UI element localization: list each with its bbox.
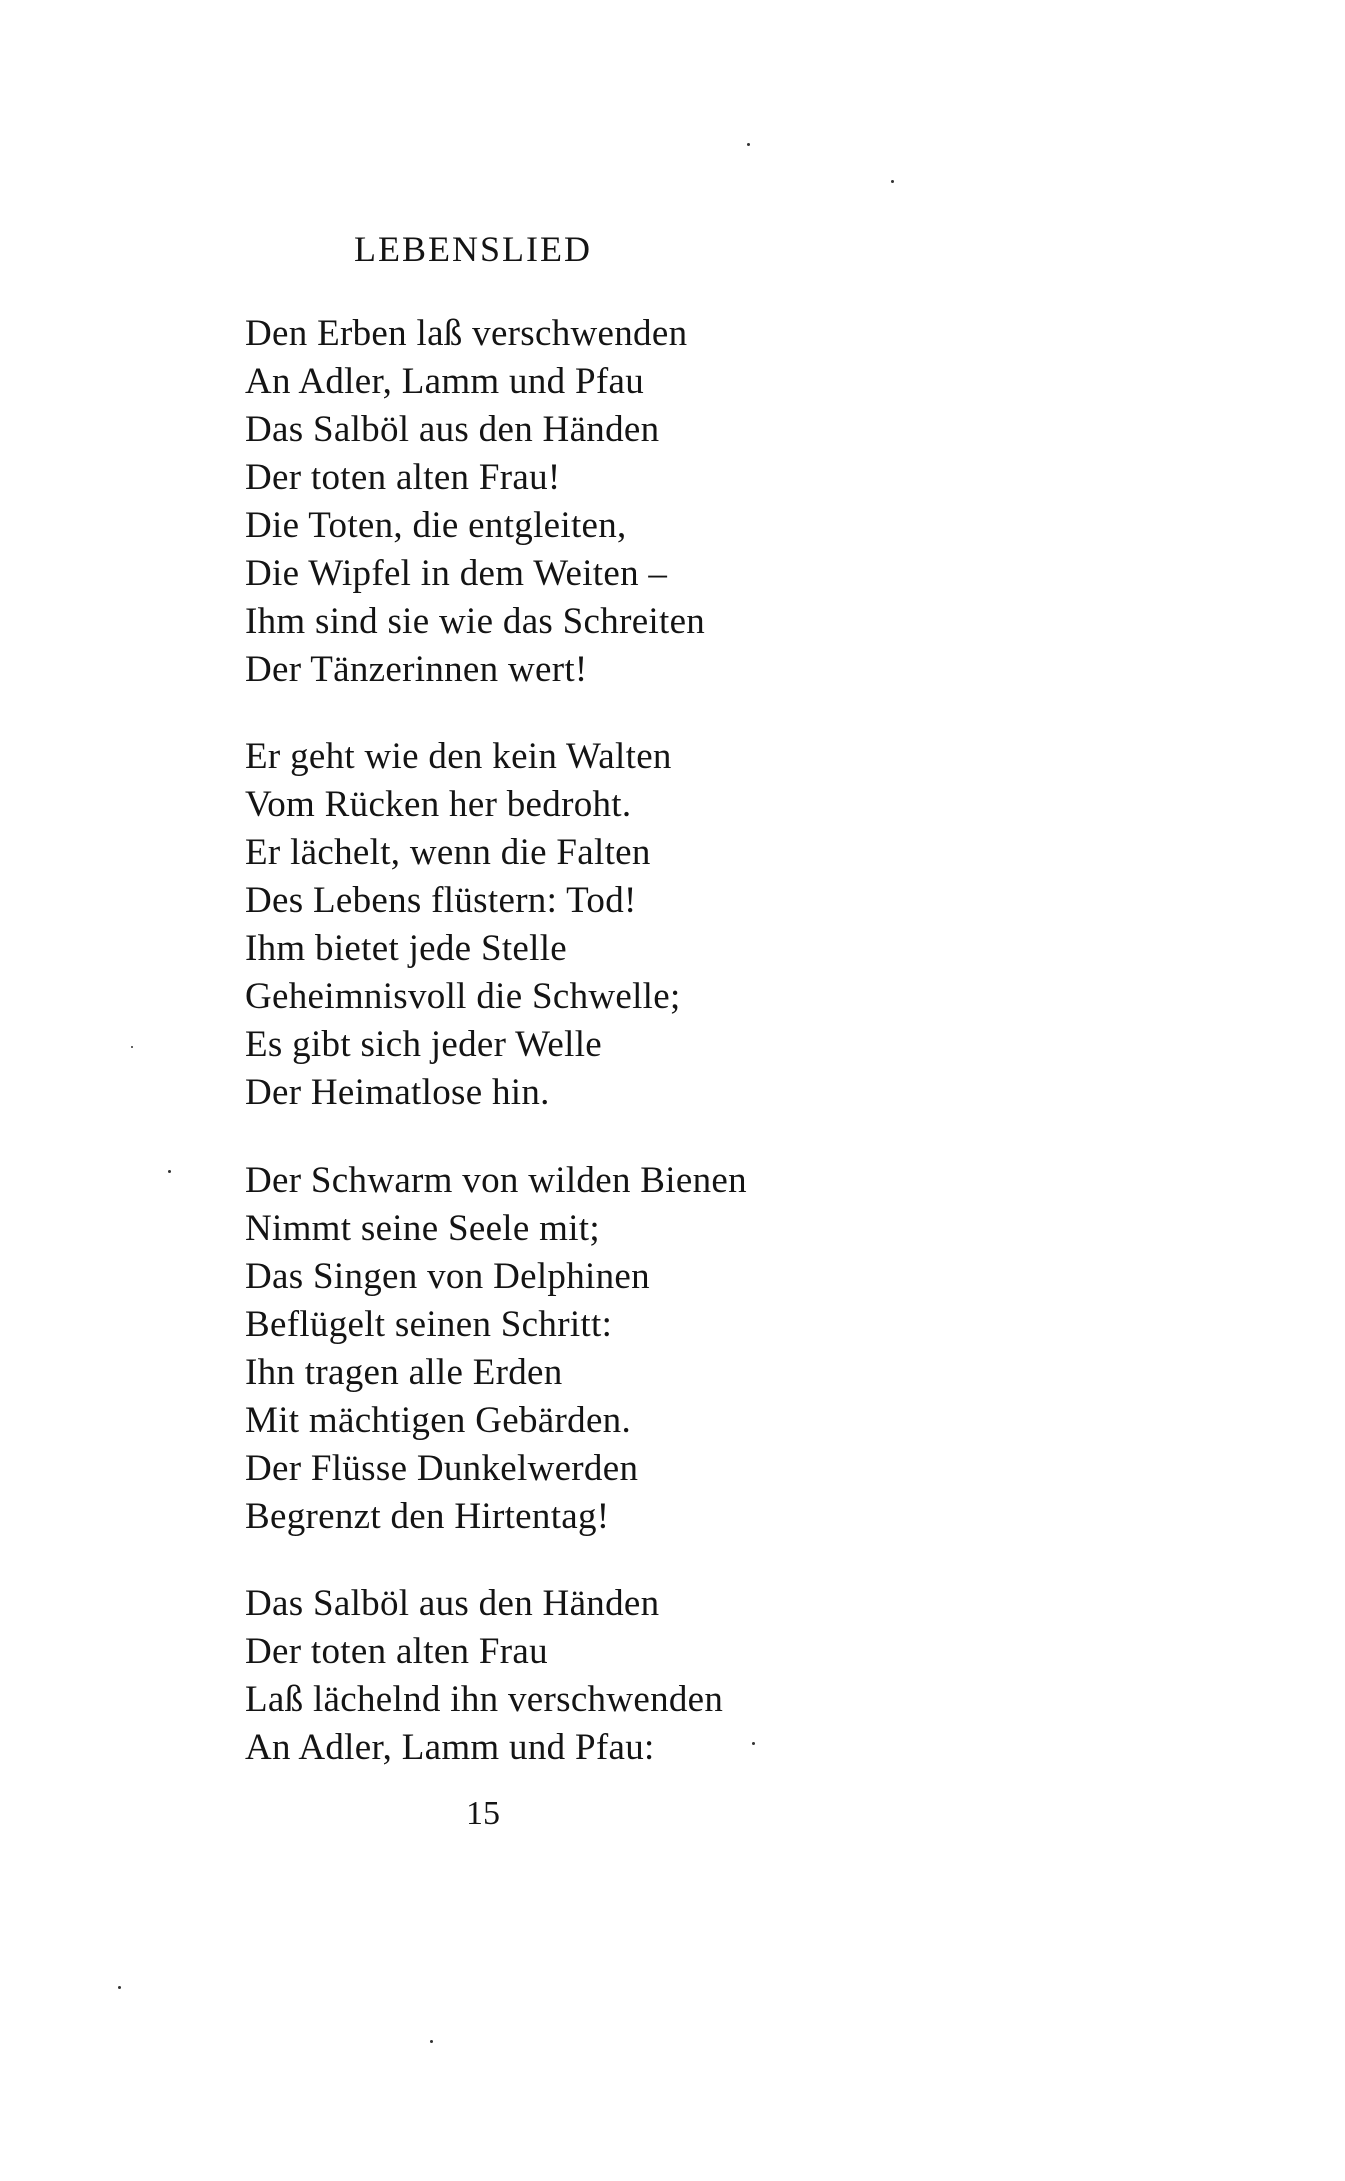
- stanza-3: [245, 1157, 747, 1541]
- scan-speck: [168, 1170, 171, 1173]
- poem-title: LEBENSLIED: [354, 229, 592, 269]
- poem-line: An Adler, Lamm und Pfau:: [245, 1727, 655, 1768]
- poem-line: Der Tänzerinnen wert!: [245, 649, 588, 690]
- poem-line: Ihm bietet jede Stelle: [245, 928, 568, 969]
- poem-line: Die Toten, die entgleiten,: [245, 505, 627, 546]
- poem-line: Das Singen von Delphinen: [245, 1256, 650, 1297]
- poem-line: Das Salböl aus den Händen: [245, 409, 660, 450]
- poem-line: Den Erben laß verschwenden: [245, 313, 688, 354]
- poem-line: Der Flüsse Dunkelwerden: [245, 1448, 639, 1489]
- poem-line: Begrenzt den Hirtentag!: [245, 1496, 610, 1537]
- poem-line: Er geht wie den kein Walten: [245, 736, 672, 777]
- scan-speck: [747, 143, 750, 146]
- scan-speck: [752, 1742, 755, 1745]
- poem-line: Der Heimatlose hin.: [245, 1072, 550, 1113]
- poem-line: Er lächelt, wenn die Falten: [245, 832, 651, 873]
- poem-line: Das Salböl aus den Händen: [245, 1583, 660, 1624]
- stanza-1: [245, 310, 705, 694]
- page-number: 15: [466, 1795, 500, 1832]
- poem-line: Des Lebens flüstern: Tod!: [245, 880, 637, 921]
- scan-speck: [118, 1986, 121, 1989]
- poem-line: Der toten alten Frau!: [245, 457, 561, 498]
- scan-speck: [430, 2040, 433, 2043]
- poem-line: Der Schwarm von wilden Bienen: [245, 1160, 747, 1201]
- scan-speck: [131, 1046, 133, 1048]
- poem-line: Geheimnisvoll die Schwelle;: [245, 976, 681, 1017]
- poem-line: Vom Rücken her bedroht.: [245, 784, 632, 825]
- poem-line: Die Wipfel in dem Weiten –: [245, 553, 668, 594]
- poem-line: Ihn tragen alle Erden: [245, 1352, 563, 1393]
- poem-line: Es gibt sich jeder Welle: [245, 1024, 603, 1065]
- poem-line: Beflügelt seinen Schritt:: [245, 1304, 613, 1345]
- poem-line: Der toten alten Frau: [245, 1631, 548, 1672]
- poem-line: Laß lächelnd ihn verschwenden: [245, 1679, 724, 1720]
- poem-line: Nimmt seine Seele mit;: [245, 1208, 600, 1249]
- stanza-4: [245, 1580, 723, 1772]
- poem-line: An Adler, Lamm und Pfau: [245, 361, 644, 402]
- poem-line: Mit mächtigen Gebärden.: [245, 1400, 632, 1441]
- stanza-2: [245, 733, 681, 1117]
- poem-line: Ihm sind sie wie das Schreiten: [245, 601, 706, 642]
- scan-speck: [891, 180, 894, 183]
